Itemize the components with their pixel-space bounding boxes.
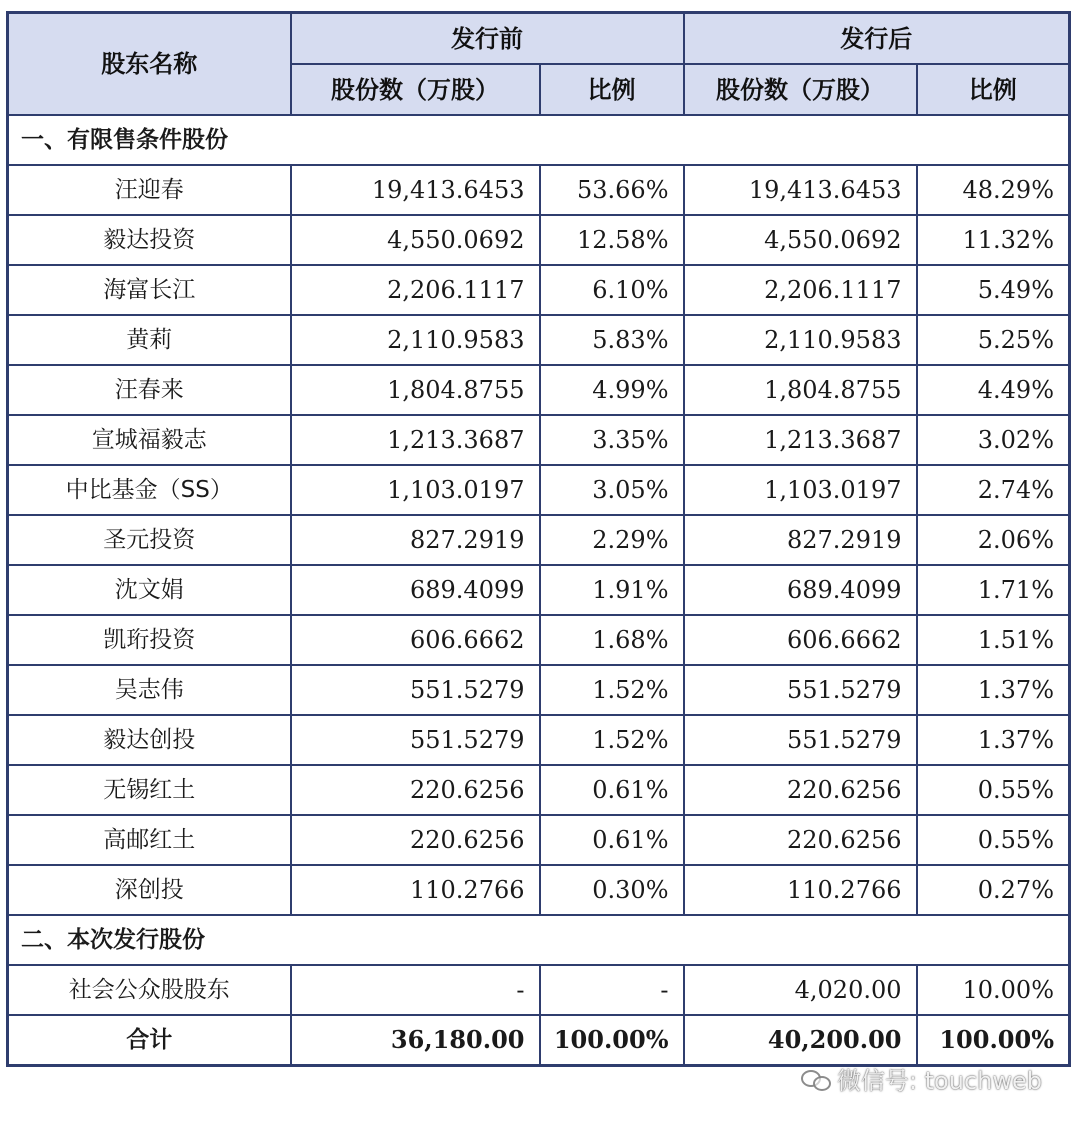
table-row bbox=[8, 765, 1070, 815]
after-shares: 220.6256 bbox=[684, 765, 917, 815]
after-shares: 4,020.00 bbox=[684, 965, 917, 1015]
before-shares: 689.4099 bbox=[291, 565, 540, 615]
table-header bbox=[8, 13, 1070, 116]
after-shares: 551.5279 bbox=[684, 665, 917, 715]
section-restricted-shares bbox=[8, 115, 1070, 165]
after-shares: 606.6662 bbox=[684, 615, 917, 665]
table-row bbox=[8, 965, 1070, 1015]
after-ratio: 0.55% bbox=[917, 765, 1070, 815]
shareholder-name: 吴志伟 bbox=[8, 665, 291, 715]
after-ratio: 2.06% bbox=[917, 515, 1070, 565]
table-row bbox=[8, 315, 1070, 365]
table-row bbox=[8, 865, 1070, 915]
after-shares: 551.5279 bbox=[684, 715, 917, 765]
after-ratio: 1.71% bbox=[917, 565, 1070, 615]
shareholder-name: 高邮红土 bbox=[8, 815, 291, 865]
total-row bbox=[8, 1015, 1070, 1066]
before-ratio: 3.35% bbox=[540, 415, 684, 465]
header-before-issuance: 发行前 bbox=[291, 13, 684, 65]
before-shares: 220.6256 bbox=[291, 765, 540, 815]
table-row bbox=[8, 165, 1070, 215]
watermark-text: 微信号: touchweb bbox=[836, 1067, 1042, 1095]
section-title: 二、本次发行股份 bbox=[8, 915, 1070, 965]
before-shares: 827.2919 bbox=[291, 515, 540, 565]
before-shares: - bbox=[291, 965, 540, 1015]
section-new-issuance bbox=[8, 915, 1070, 965]
table-row bbox=[8, 415, 1070, 465]
before-shares: 1,213.3687 bbox=[291, 415, 540, 465]
before-shares: 606.6662 bbox=[291, 615, 540, 665]
before-ratio: 1.91% bbox=[540, 565, 684, 615]
table-row bbox=[8, 465, 1070, 515]
after-shares: 4,550.0692 bbox=[684, 215, 917, 265]
shareholder-name: 海富长江 bbox=[8, 265, 291, 315]
total-before-ratio: 100.00% bbox=[540, 1015, 684, 1066]
after-shares: 1,103.0197 bbox=[684, 465, 917, 515]
before-ratio: 1.68% bbox=[540, 615, 684, 665]
before-ratio: 53.66% bbox=[540, 165, 684, 215]
before-shares: 4,550.0692 bbox=[291, 215, 540, 265]
before-shares: 551.5279 bbox=[291, 715, 540, 765]
shareholder-name: 汪迎春 bbox=[8, 165, 291, 215]
after-shares: 1,213.3687 bbox=[684, 415, 917, 465]
table-body bbox=[8, 115, 1070, 1066]
table-row bbox=[8, 715, 1070, 765]
total-after-shares: 40,200.00 bbox=[684, 1015, 917, 1066]
header-shareholder-name: 股东名称 bbox=[8, 13, 291, 116]
header-before-shares: 股份数（万股） bbox=[291, 64, 540, 115]
after-ratio: 5.25% bbox=[917, 315, 1070, 365]
shareholder-name: 毅达创投 bbox=[8, 715, 291, 765]
before-shares: 110.2766 bbox=[291, 865, 540, 915]
before-ratio: 1.52% bbox=[540, 715, 684, 765]
table-row bbox=[8, 215, 1070, 265]
after-ratio: 1.37% bbox=[917, 665, 1070, 715]
after-ratio: 0.55% bbox=[917, 815, 1070, 865]
before-shares: 19,413.6453 bbox=[291, 165, 540, 215]
shareholder-name: 无锡红土 bbox=[8, 765, 291, 815]
after-ratio: 48.29% bbox=[917, 165, 1070, 215]
shareholder-name: 汪春来 bbox=[8, 365, 291, 415]
after-ratio: 10.00% bbox=[917, 965, 1070, 1015]
table-row bbox=[8, 615, 1070, 665]
total-before-shares: 36,180.00 bbox=[291, 1015, 540, 1066]
before-ratio: 3.05% bbox=[540, 465, 684, 515]
after-shares: 2,110.9583 bbox=[684, 315, 917, 365]
before-ratio: 5.83% bbox=[540, 315, 684, 365]
before-ratio: 0.30% bbox=[540, 865, 684, 915]
shareholder-name: 社会公众股股东 bbox=[8, 965, 291, 1015]
section-title: 一、有限售条件股份 bbox=[8, 115, 1070, 165]
table-row bbox=[8, 515, 1070, 565]
before-ratio: 4.99% bbox=[540, 365, 684, 415]
after-ratio: 1.51% bbox=[917, 615, 1070, 665]
after-ratio: 11.32% bbox=[917, 215, 1070, 265]
after-shares: 110.2766 bbox=[684, 865, 917, 915]
after-shares: 2,206.1117 bbox=[684, 265, 917, 315]
shareholder-name: 沈文娟 bbox=[8, 565, 291, 615]
shareholder-name: 中比基金（SS） bbox=[8, 465, 291, 515]
before-shares: 1,804.8755 bbox=[291, 365, 540, 415]
before-shares: 1,103.0197 bbox=[291, 465, 540, 515]
total-after-ratio: 100.00% bbox=[917, 1015, 1070, 1066]
before-ratio: 6.10% bbox=[540, 265, 684, 315]
table-row bbox=[8, 265, 1070, 315]
before-ratio: 12.58% bbox=[540, 215, 684, 265]
before-ratio: 0.61% bbox=[540, 765, 684, 815]
total-label: 合计 bbox=[8, 1015, 291, 1066]
before-shares: 551.5279 bbox=[291, 665, 540, 715]
after-ratio: 5.49% bbox=[917, 265, 1070, 315]
after-shares: 19,413.6453 bbox=[684, 165, 917, 215]
after-ratio: 3.02% bbox=[917, 415, 1070, 465]
header-after-shares: 股份数（万股） bbox=[684, 64, 917, 115]
before-shares: 2,110.9583 bbox=[291, 315, 540, 365]
shareholder-name: 毅达投资 bbox=[8, 215, 291, 265]
header-before-ratio: 比例 bbox=[540, 64, 684, 115]
after-ratio: 1.37% bbox=[917, 715, 1070, 765]
shareholder-name: 圣元投资 bbox=[8, 515, 291, 565]
table-row bbox=[8, 815, 1070, 865]
after-shares: 689.4099 bbox=[684, 565, 917, 615]
after-shares: 1,804.8755 bbox=[684, 365, 917, 415]
shareholder-name: 深创投 bbox=[8, 865, 291, 915]
shareholding-table bbox=[6, 11, 1071, 1067]
after-ratio: 2.74% bbox=[917, 465, 1070, 515]
before-ratio: 1.52% bbox=[540, 665, 684, 715]
after-shares: 827.2919 bbox=[684, 515, 917, 565]
shareholder-name: 凯珩投资 bbox=[8, 615, 291, 665]
wechat-logo-icon bbox=[801, 1068, 831, 1090]
after-ratio: 4.49% bbox=[917, 365, 1070, 415]
shareholder-name: 宣城福毅志 bbox=[8, 415, 291, 465]
header-after-ratio: 比例 bbox=[917, 64, 1070, 115]
before-ratio: - bbox=[540, 965, 684, 1015]
before-shares: 2,206.1117 bbox=[291, 265, 540, 315]
shareholding-table-container bbox=[6, 11, 1071, 1067]
after-shares: 220.6256 bbox=[684, 815, 917, 865]
before-ratio: 0.61% bbox=[540, 815, 684, 865]
shareholder-name: 黄莉 bbox=[8, 315, 291, 365]
table-row bbox=[8, 665, 1070, 715]
after-ratio: 0.27% bbox=[917, 865, 1070, 915]
table-row bbox=[8, 565, 1070, 615]
before-shares: 220.6256 bbox=[291, 815, 540, 865]
table-row bbox=[8, 365, 1070, 415]
header-after-issuance: 发行后 bbox=[684, 13, 1070, 65]
before-ratio: 2.29% bbox=[540, 515, 684, 565]
